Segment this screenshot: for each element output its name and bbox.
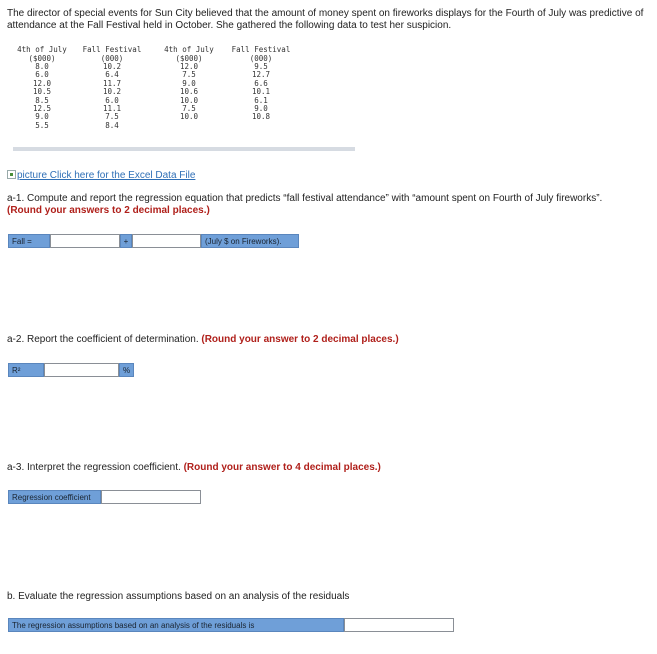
question-a3-hint: (Round your answer to 4 decimal places.)	[183, 462, 381, 473]
table-cell: 9.0	[35, 112, 49, 122]
table-cell: 10.1	[251, 87, 271, 97]
problem-intro: The director of special events for Sun City believed that the amount of money spent on fireworks displays for the Fourth of July was predictive of attendance at the Fall Festival held in October. She gathered the following data to test her suspicion.	[7, 8, 644, 31]
table-cell: 6.6	[254, 78, 268, 88]
table-cell: 10.8	[251, 112, 271, 122]
r-squared-input[interactable]	[44, 363, 119, 377]
col-unit: ($000)	[28, 54, 56, 63]
table-cell: 5.5	[35, 120, 49, 130]
table-cell: 9.0	[182, 78, 196, 88]
table-cell	[225, 122, 297, 130]
table-cell: 6.0	[35, 70, 49, 80]
table-cell: 10.0	[179, 112, 199, 122]
table-cell: 12.0	[179, 62, 199, 71]
table-cell: 12.7	[251, 70, 271, 80]
table-cell: 11.7	[102, 78, 122, 88]
col-unit: ($000)	[175, 54, 203, 63]
table-cell: 6.0	[105, 95, 119, 105]
percent-sign: %	[119, 363, 134, 377]
intercept-input[interactable]	[50, 234, 120, 248]
table-cell: 12.5	[32, 104, 52, 114]
table-cell: 8.0	[35, 62, 49, 71]
table-cell: 7.5	[105, 112, 119, 122]
col-header: 4th of July	[164, 45, 214, 54]
table-cell: 9.0	[254, 104, 268, 114]
question-a1-hint: (Round your answers to 2 decimal places.)	[7, 205, 210, 216]
table-cell: 6.4	[105, 70, 119, 80]
col-unit: (000)	[249, 54, 273, 63]
table-cell: 12.0	[32, 78, 52, 88]
table-cell: 9.5	[254, 62, 268, 71]
table-cell: 8.5	[35, 95, 49, 105]
slope-input[interactable]	[132, 234, 201, 248]
fall-label: Fall =	[8, 234, 50, 248]
table-cell: 10.2	[102, 62, 122, 71]
question-b	[7, 591, 349, 603]
residuals-label: The regression assumptions based on an analysis of the residuals is	[8, 618, 344, 632]
regression-coefficient-label: Regression coefficient	[8, 490, 101, 504]
col-header: Fall Festival	[231, 45, 291, 54]
question-b-text: b. Evaluate the regression assumptions based on an analysis of the residuals	[7, 591, 350, 602]
question-a3-text: a-3. Interpret the regression coefficient.	[7, 462, 181, 473]
table-row	[13, 122, 297, 130]
question-a2-hint: (Round your answer to 2 decimal places.)	[201, 334, 399, 345]
table-cell: 11.1	[102, 104, 122, 114]
fireworks-suffix-label: (July $ on Fireworks).	[201, 234, 299, 248]
regression-coefficient-input[interactable]	[101, 490, 201, 504]
table-cell: 7.5	[182, 70, 196, 80]
broken-image-icon	[7, 170, 16, 179]
col-header: Fall Festival	[82, 45, 142, 54]
residuals-answer-input[interactable]	[344, 618, 454, 632]
r-squared-label: R²	[8, 363, 44, 377]
question-a1	[7, 193, 627, 217]
table-cell: 8.4	[105, 120, 119, 130]
table-cell	[153, 122, 225, 130]
question-a2-text: a-2. Report the coefficient of determination.	[7, 334, 199, 345]
col-unit: (000)	[100, 54, 124, 63]
plus-sign: +	[120, 234, 132, 248]
table-divider	[13, 147, 355, 151]
excel-link-text: picture Click here for the Excel Data File	[17, 170, 196, 181]
table-cell: 10.5	[32, 87, 52, 97]
table-cell: 7.5	[182, 104, 196, 114]
table-cell: 10.6	[179, 87, 199, 97]
table-header-row	[13, 45, 297, 54]
table-row	[13, 113, 297, 121]
question-a1-text: a-1. Compute and report the regression equation that predicts “fall festival attendance” with “amount spent on Fourth of July fireworks”.	[7, 193, 603, 204]
question-a3	[7, 462, 381, 474]
table-cell: 10.2	[102, 87, 122, 97]
col-header: 4th of July	[17, 45, 67, 54]
excel-data-link[interactable]	[7, 170, 195, 181]
table-cell: 6.1	[254, 95, 268, 105]
data-table	[13, 45, 297, 130]
question-a2	[7, 334, 399, 346]
table-cell: 10.0	[179, 95, 199, 105]
table-body	[13, 63, 297, 130]
